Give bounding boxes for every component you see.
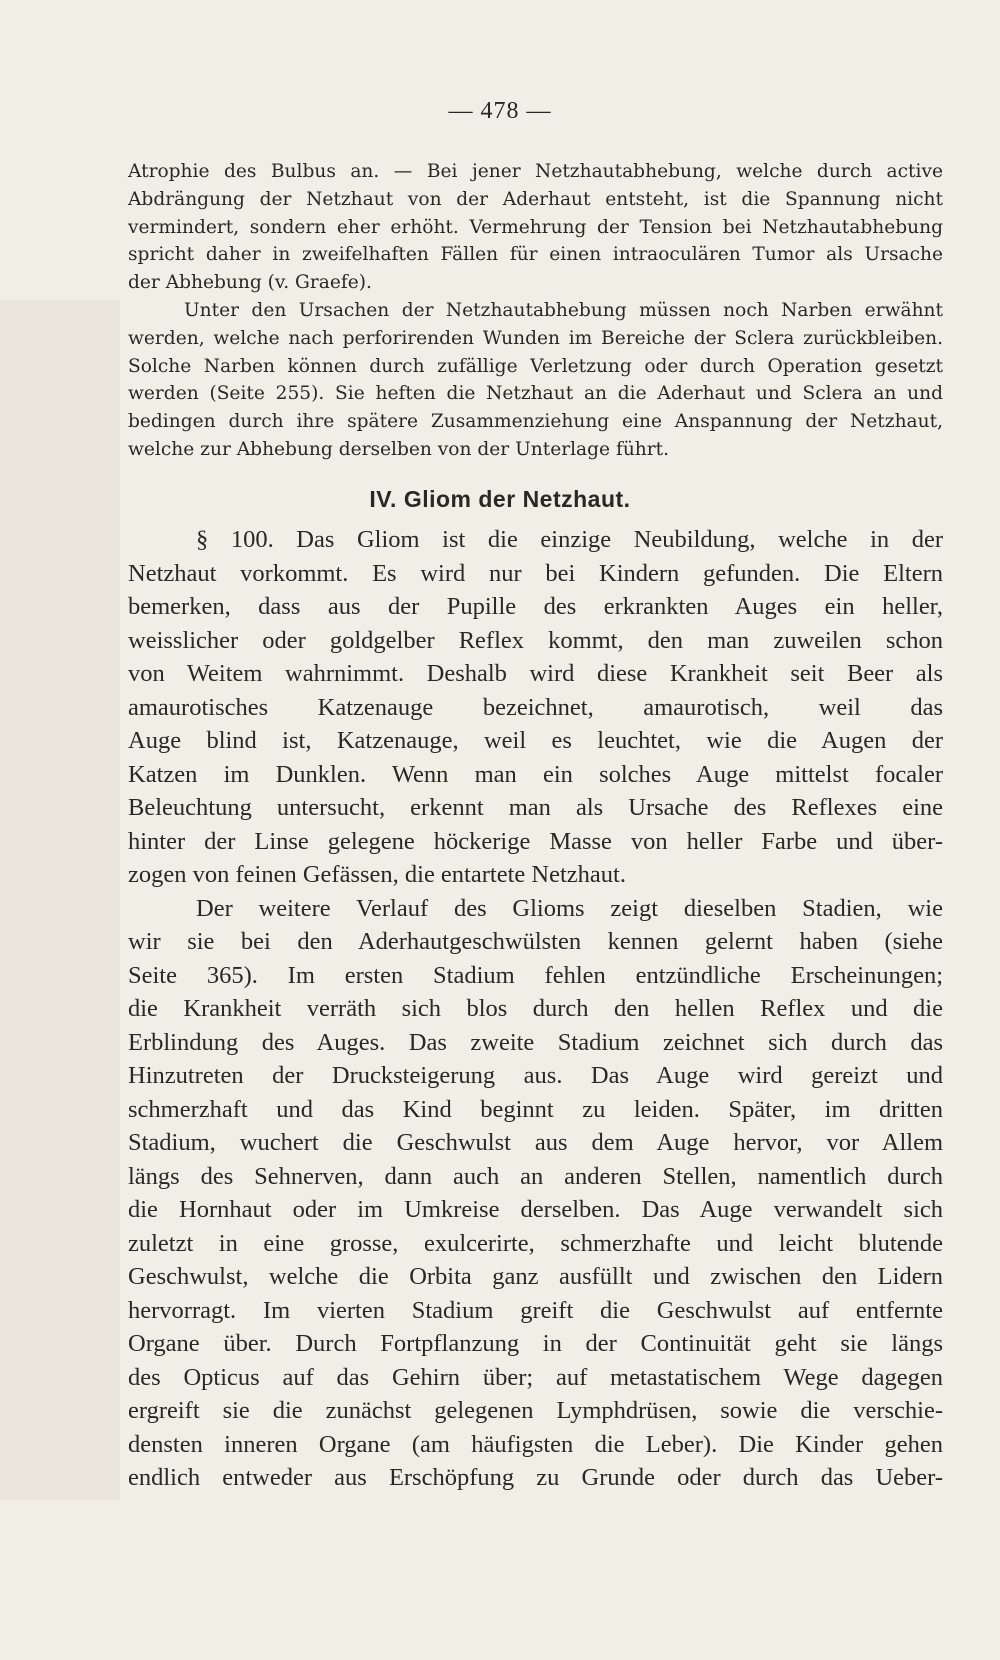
text-line: amaurotisches Katzenauge bezeichnet, amaurotisch, weil das	[128, 693, 943, 721]
text-line: zuletzt in eine grosse, exulcerirte, schmerzhafte und leicht blutende	[128, 1229, 943, 1257]
body-text-block	[128, 523, 943, 1495]
text-line: spricht daher in zweifelhaften Fällen für einen intraoculären Tumor als Ursache	[128, 244, 943, 266]
text-line: Seite 365). Im ersten Stadium fehlen entzündliche Erscheinungen;	[128, 961, 943, 989]
text-line: densten inneren Organe (am häufigsten die Leber). Die Kinder gehen	[128, 1430, 943, 1458]
text-line: der Abhebung (v. Graefe).	[128, 272, 372, 294]
page-number: — 478 —	[448, 98, 552, 124]
text-line: werden, welche nach perforirenden Wunden im Bereiche der Sclera zurückbleiben.	[128, 327, 943, 349]
text-line: Katzen im Dunklen. Wenn man ein solches Auge mittelst focaler	[128, 760, 943, 788]
text-line: längs des Sehnerven, dann auch an anderen Stellen, namentlich durch	[128, 1162, 943, 1190]
text-line: bemerken, dass aus der Pupille des erkrankten Auges ein heller,	[128, 593, 943, 620]
text-line: Unter den Ursachen der Netzhautabhebung müssen noch Narben erwähnt	[184, 299, 943, 321]
text-line: hinter der Linse gelegene höckerige Masse von heller Farbe und über-	[128, 827, 943, 855]
text-line: Der weitere Verlauf des Glioms zeigt dieselben Stadien, wie	[196, 894, 943, 922]
text-line: Auge blind ist, Katzenauge, weil es leuchtet, wie die Augen der	[128, 727, 943, 754]
text-line: ergreift sie die zunächst gelegenen Lymphdrüsen, sowie die verschie-	[128, 1397, 943, 1424]
text-line: Netzhaut vorkommt. Es wird nur bei Kindern gefunden. Die Eltern	[128, 559, 943, 587]
text-line: Atrophie des Bulbus an. — Bei jener Netzhautabhebung, welche durch active	[128, 161, 943, 182]
text-line: des Opticus auf das Gehirn über; auf metastatischem Wege dagegen	[128, 1363, 943, 1391]
text-line: Beleuchtung untersucht, erkennt man als Ursache des Reflexes eine	[128, 794, 943, 821]
text-line: Erblindung des Auges. Das zweite Stadium zeichnet sich durch das	[128, 1028, 943, 1056]
text-line: von Weitem wahrnimmt. Deshalb wird diese Krankheit seit Beer als	[128, 660, 943, 687]
text-line: schmerzhaft und das Kind beginnt zu leiden. Später, im dritten	[128, 1095, 943, 1123]
text-line: zogen von feinen Gefässen, die entartete Netzhaut.	[128, 861, 626, 888]
text-line: bedingen durch ihre spätere Zusammenziehung eine Anspannung der Netzhaut,	[128, 411, 943, 433]
small-print-block	[128, 158, 943, 464]
text-line: die Krankheit verräth sich blos durch den hellen Reflex und die	[128, 995, 943, 1022]
page-shadow	[0, 300, 120, 1500]
text-line: vermindert, sondern eher erhöht. Vermehrung der Tension bei Netzhautabhebung	[128, 216, 943, 238]
text-line: die Hornhaut oder im Umkreise derselben. Das Auge verwandelt sich	[128, 1196, 943, 1223]
text-line: Stadium, wuchert die Geschwulst aus dem Auge hervor, vor Allem	[128, 1129, 943, 1156]
section-heading: IV. Gliom der Netzhaut.	[369, 486, 631, 512]
text-line: Abdrängung der Netzhaut von der Aderhaut entsteht, ist die Spannung nicht	[128, 188, 943, 210]
text-line: hervorragt. Im vierten Stadium greift die Geschwulst auf entfernte	[128, 1296, 943, 1324]
text-line: endlich entweder aus Erschöpfung zu Grunde oder durch das Ueber-	[128, 1464, 943, 1491]
text-line: Geschwulst, welche die Orbita ganz ausfüllt und zwischen den Lidern	[128, 1263, 943, 1290]
text-line: wir sie bei den Aderhautgeschwülsten kennen gelernt haben (siehe	[128, 928, 943, 955]
text-line: § 100. Das Gliom ist die einzige Neubildung, welche in der	[196, 526, 943, 553]
text-line: weisslicher oder goldgelber Reflex kommt, den man zuweilen schon	[128, 626, 943, 654]
text-line: welche zur Abhebung derselben von der Unterlage führt.	[128, 438, 670, 460]
text-line: Hinzutreten der Drucksteigerung aus. Das Auge wird gereizt und	[128, 1062, 943, 1089]
text-line: Organe über. Durch Fortpflanzung in der Continuität geht sie längs	[128, 1330, 943, 1357]
text-line: werden (Seite 255). Sie heften die Netzhaut an die Aderhaut und Sclera an und	[128, 383, 943, 405]
text-line: Solche Narben können durch zufällige Verletzung oder durch Operation gesetzt	[128, 355, 943, 377]
